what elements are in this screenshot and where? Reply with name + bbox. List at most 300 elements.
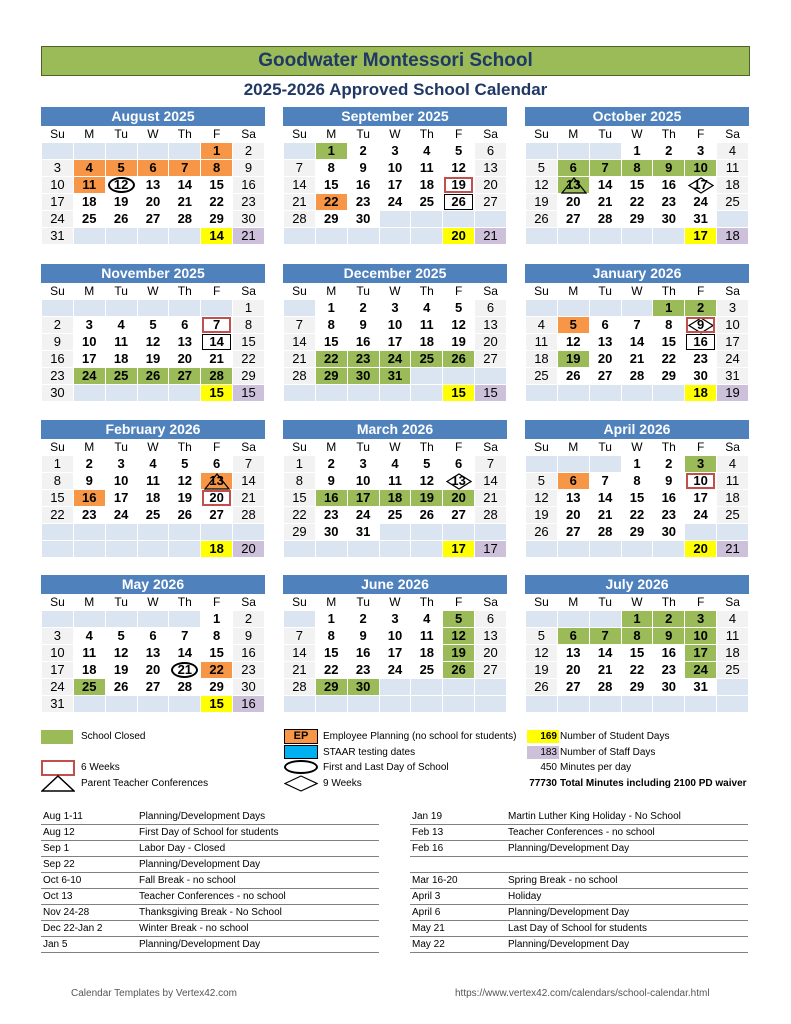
day-cell [137,644,169,661]
day-cell [443,489,475,506]
day-cell [685,678,717,695]
day-cell [73,350,105,367]
empty-cell [201,299,233,316]
day-number: 26 [177,507,193,522]
day-cell [685,159,717,176]
day-number: 15 [629,177,645,192]
day-number: 5 [537,628,546,643]
day-number: 1 [327,143,335,158]
day-cell [315,176,347,193]
day-number: 30 [661,524,677,539]
day-cell [379,455,411,472]
empty-cell [42,299,74,316]
day-number: 5 [117,160,125,175]
day-cell [653,455,685,472]
total-minutes-label: Total Minutes including 2100 PD waiver [560,778,747,789]
day-of-week-label: Su [526,594,558,610]
total-minutes-value: 77730 [529,778,557,789]
day-cell [169,627,201,644]
day-number: 29 [629,679,645,694]
empty-cell [284,384,316,401]
day-number: 20 [177,351,193,366]
day-number: 30 [693,368,708,383]
day-number: 2 [359,143,367,158]
day-cell [105,193,137,210]
day-cell [653,367,685,384]
day-number: 6 [455,456,463,471]
day-cell [169,210,201,227]
day-number: 19 [177,490,193,505]
day-cell [589,489,621,506]
day-number: 16 [50,351,65,366]
day-cell [347,472,379,489]
staff-days-total: 19 [717,384,749,401]
day-of-week-label: M [73,126,105,142]
day-of-week-label: Th [653,283,685,299]
empty-cell [73,540,105,557]
empty-cell [315,695,347,712]
day-cell [685,333,717,350]
event-date: Jan 5 [43,939,68,950]
day-cell [557,193,589,210]
day-cell [169,489,201,506]
month-header: September 2025 [283,107,507,126]
day-number: 24 [693,507,708,522]
day-cell [73,176,105,193]
day-of-week-label: Tu [589,126,621,142]
day-cell [42,695,74,712]
day-cell [347,193,379,210]
day-cell [526,176,558,193]
day-cell [233,350,265,367]
empty-cell [411,384,443,401]
day-number: 12 [451,160,466,175]
event-date: Aug 1-11 [43,811,83,822]
day-number: 27 [451,507,466,522]
month-calendar [525,420,749,558]
day-cell [201,678,233,695]
day-cell [621,159,653,176]
empty-cell [169,695,201,712]
empty-cell [347,540,379,557]
day-number: 29 [324,679,339,694]
day-number: 10 [725,317,740,332]
day-of-week-label: W [379,126,411,142]
day-number: 26 [419,507,435,522]
day-number: 9 [665,160,673,175]
day-cell [137,489,169,506]
empty-cell [589,384,621,401]
day-of-week-label: Su [526,126,558,142]
day-number: 15 [241,334,256,349]
day-number: 16 [355,177,371,192]
day-cell [315,627,347,644]
day-cell [653,506,685,523]
day-cell [169,333,201,350]
day-number: 25 [419,662,435,677]
day-number: 25 [387,507,403,522]
day-number: 6 [149,160,157,175]
day-number: 2 [697,300,705,315]
day-cell [284,176,316,193]
student-days-total: 15 [443,384,475,401]
empty-cell [526,227,558,244]
day-number: 26 [534,679,549,694]
day-of-week-label: W [621,283,653,299]
day-cell [233,661,265,678]
day-number: 14 [177,177,193,192]
day-cell [169,644,201,661]
student-days-total: 15 [201,384,233,401]
day-number: 18 [82,194,97,209]
staff-days-label: Number of Staff Days [560,747,656,758]
empty-cell [137,695,169,712]
staar-swatch [284,745,318,759]
empty-cell [169,523,201,540]
day-number: 11 [419,628,434,643]
day-of-week-label: Sa [233,283,265,299]
day-number: 22 [324,194,339,209]
day-cell [621,333,653,350]
day-cell [589,644,621,661]
day-number: 24 [725,351,740,366]
day-number: 22 [324,662,339,677]
event-description: Holiday [508,891,542,902]
day-number: 26 [451,351,466,366]
day-of-week-label: M [557,126,589,142]
day-cell [717,159,749,176]
day-cell [717,142,749,159]
event-row [41,857,379,873]
day-cell [653,193,685,210]
event-row [410,921,748,937]
day-number: 28 [209,368,224,383]
empty-cell [411,367,443,384]
day-cell [347,333,379,350]
day-cell [201,142,233,159]
day-number: 1 [633,143,641,158]
day-number: 4 [728,611,737,626]
day-cell [315,661,347,678]
day-cell [233,159,265,176]
day-cell [653,678,685,695]
day-cell [557,644,589,661]
day-number: 3 [697,143,705,158]
day-number: 19 [534,194,549,209]
day-number: 8 [213,160,221,175]
day-cell [653,661,685,678]
day-number: 8 [327,628,335,643]
day-cell [589,627,621,644]
day-cell [233,176,265,193]
empty-cell [137,227,169,244]
day-cell [105,350,137,367]
day-of-week-label: F [685,594,717,610]
day-cell [557,316,589,333]
day-number: 12 [419,473,435,488]
event-row [410,889,748,905]
day-number: 25 [419,194,435,209]
empty-cell [557,610,589,627]
day-number: 10 [693,628,708,643]
day-number: 14 [597,645,613,660]
day-cell [233,678,265,695]
event-date: Feb 16 [412,843,444,854]
day-number: 28 [597,524,613,539]
event-description: Winter Break - no school [139,923,249,934]
day-number: 22 [292,507,307,522]
day-cell [42,210,74,227]
day-number: 13 [566,490,581,505]
month-calendar [283,264,507,402]
empty-cell [347,227,379,244]
empty-cell [653,540,685,557]
day-cell [475,506,507,523]
day-cell [315,193,347,210]
day-cell [42,472,74,489]
ep-label: Employee Planning (no school for students) [323,731,517,742]
day-of-week-label: Tu [105,594,137,610]
empty-cell [557,695,589,712]
day-cell [233,506,265,523]
day-number: 27 [209,507,224,522]
day-of-week-label: Tu [347,439,379,455]
day-number: 15 [324,177,339,192]
day-number: 14 [292,334,307,349]
day-number: 25 [82,679,97,694]
event-row [410,937,748,953]
day-cell [42,678,74,695]
empty-cell [73,227,105,244]
day-number: 8 [327,160,335,175]
empty-cell [653,227,685,244]
day-cell [105,489,137,506]
day-number: 6 [569,160,577,175]
day-cell [685,193,717,210]
day-number: 16 [355,645,371,660]
day-cell [526,193,558,210]
day-cell [557,506,589,523]
day-of-week-label: Tu [105,283,137,299]
day-number: 19 [451,645,466,660]
day-cell [411,142,443,159]
day-cell [379,142,411,159]
day-cell [557,678,589,695]
day-cell [315,159,347,176]
day-number: 11 [419,317,434,332]
day-number: 29 [629,211,645,226]
event-date: Oct 6-10 [43,875,82,886]
day-cell [475,644,507,661]
day-cell [201,367,233,384]
day-number: 20 [566,194,581,209]
empty-cell [589,227,621,244]
day-cell [201,506,233,523]
day-cell [589,350,621,367]
day-cell [169,316,201,333]
empty-cell [621,299,653,316]
day-of-week-label: W [137,594,169,610]
day-number: 1 [244,300,253,315]
day-cell [653,333,685,350]
day-cell [411,299,443,316]
day-number: 27 [566,679,581,694]
empty-cell [411,210,443,227]
day-cell [73,678,105,695]
day-cell [73,489,105,506]
staff-days-total: 15 [233,384,265,401]
day-cell [137,455,169,472]
day-number: 5 [455,611,463,626]
empty-cell [284,227,316,244]
day-number: 2 [244,143,253,158]
day-cell [685,299,717,316]
day-number: 4 [391,456,399,471]
event-description: Thanksgiving Break - No School [139,907,282,918]
day-of-week-label: Th [169,594,201,610]
month-calendar [41,420,265,558]
day-cell [201,472,233,489]
day-number: 15 [209,177,224,192]
empty-cell [653,384,685,401]
day-cell [201,159,233,176]
empty-cell [379,540,411,557]
day-cell [169,367,201,384]
day-of-week-label: Sa [475,439,507,455]
day-cell [284,472,316,489]
day-number: 26 [566,368,581,383]
empty-cell [284,299,316,316]
event-description: Planning/Development Day [508,939,630,950]
event-date: Sep 1 [43,843,70,854]
day-of-week-label: W [137,283,169,299]
empty-cell [557,540,589,557]
day-number: 16 [661,177,677,192]
event-description: Martin Luther King Holiday - No School [508,811,681,822]
day-cell [475,193,507,210]
day-number: 1 [327,611,335,626]
day-number: 24 [387,351,403,366]
day-cell [73,210,105,227]
day-cell [347,299,379,316]
day-number: 3 [697,456,705,471]
event-row [41,889,379,905]
day-number: 14 [597,177,613,192]
empty-cell [589,142,621,159]
day-number: 5 [149,317,157,332]
day-cell [42,455,74,472]
month-header: August 2025 [41,107,265,126]
empty-cell [411,695,443,712]
day-number: 19 [566,351,581,366]
day-of-week-label: Sa [717,283,749,299]
day-cell [379,627,411,644]
day-cell [589,523,621,540]
day-number: 25 [534,368,549,383]
day-cell [717,644,749,661]
day-number: 22 [629,507,645,522]
day-cell [315,472,347,489]
day-number: 4 [423,143,431,158]
day-number: 14 [597,490,613,505]
day-number: 23 [50,368,65,383]
day-cell [557,176,589,193]
empty-cell [621,695,653,712]
day-number: 22 [629,194,645,209]
student-days-total: 14 [201,227,233,244]
empty-cell [685,523,717,540]
day-number: 18 [725,490,740,505]
day-cell [137,472,169,489]
day-cell [411,159,443,176]
day-number: 8 [633,160,641,175]
day-cell [526,350,558,367]
day-number: 16 [693,334,708,349]
day-cell [685,142,717,159]
day-cell [315,142,347,159]
day-number: 11 [419,160,434,175]
day-cell [347,210,379,227]
day-cell [105,661,137,678]
day-cell [169,350,201,367]
student-days-total: 20 [443,227,475,244]
day-number: 30 [50,385,65,400]
event-row [410,809,748,825]
day-number: 24 [50,679,65,694]
day-cell [653,159,685,176]
day-number: 18 [145,490,161,505]
empty-cell [717,523,749,540]
day-cell [315,333,347,350]
day-cell [443,176,475,193]
day-cell [411,316,443,333]
day-number: 13 [483,160,498,175]
staff-days-total: 18 [717,227,749,244]
six-weeks-label: 6 Weeks [81,762,120,773]
day-of-week-label: Su [526,439,558,455]
day-cell [201,661,233,678]
day-number: 9 [697,317,705,332]
day-cell [42,227,74,244]
day-number: 7 [601,628,609,643]
month-header: October 2025 [525,107,749,126]
day-cell [137,159,169,176]
day-of-week-label: F [201,594,233,610]
day-number: 5 [423,456,431,471]
day-number: 11 [388,473,402,488]
day-cell [621,176,653,193]
day-number: 10 [387,160,403,175]
day-number: 18 [725,177,740,192]
day-of-week-label: M [557,439,589,455]
day-number: 24 [693,662,708,677]
day-cell [717,610,749,627]
day-cell [685,367,717,384]
day-number: 18 [419,645,435,660]
day-cell [379,610,411,627]
day-number: 30 [355,368,371,383]
day-cell [589,367,621,384]
day-number: 18 [82,662,97,677]
event-date: May 21 [412,923,445,934]
day-cell [443,455,475,472]
day-number: 26 [534,211,549,226]
event-description: Fall Break - no school [139,875,236,886]
day-cell [347,350,379,367]
day-cell [526,489,558,506]
day-number: 15 [324,334,339,349]
empty-cell [557,299,589,316]
